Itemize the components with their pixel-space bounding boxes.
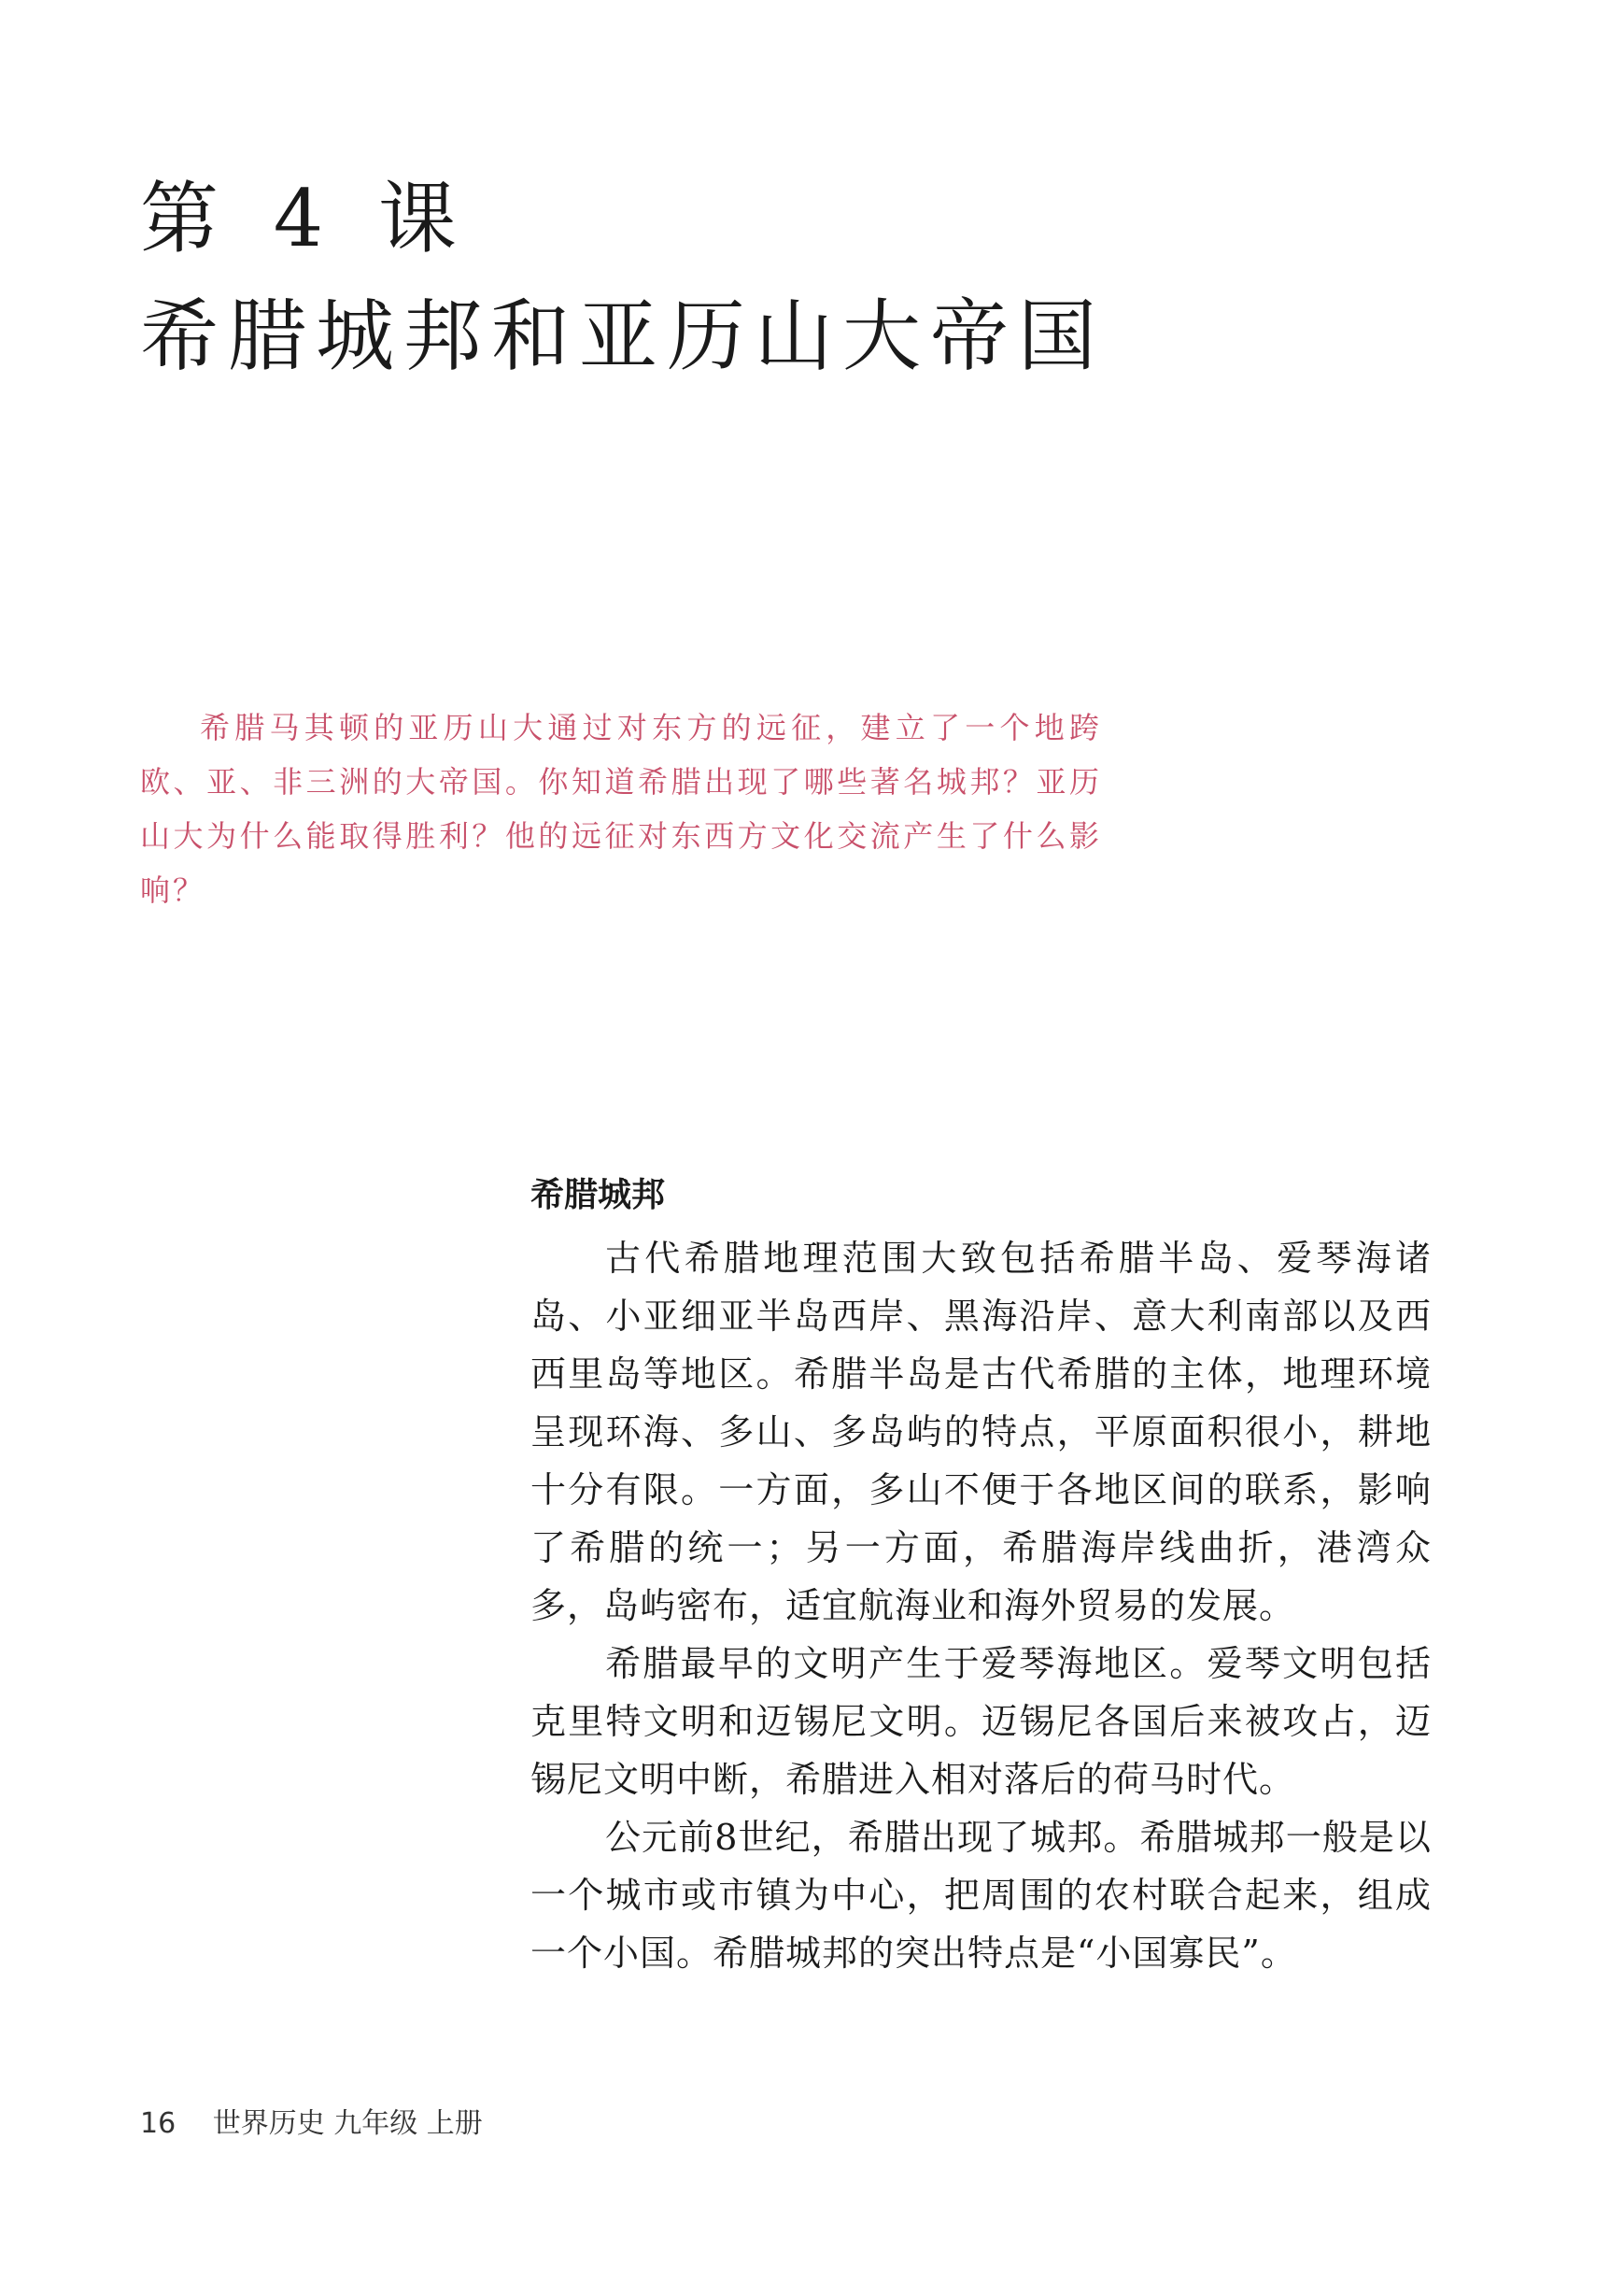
page-number: 16 xyxy=(140,2107,177,2140)
section-heading: 希腊城邦 xyxy=(530,1176,666,1214)
body-paragraph-3: 公元前8世纪，希腊出现了城邦。希腊城邦一般是以一个城市或市镇为中心，把周围的农村联合起来，组成一个小国。希腊城邦的突出特点是“小国寡民”。 xyxy=(530,1817,1432,1974)
intro-text: 希腊马其顿的亚历山大通过对东方的远征，建立了一个地跨欧、亚、非三洲的大帝国。你知道希腊出现了哪些著名城邦？亚历山大为什么能取得胜利？他的远征对东西方文化交流产生了什么影响？ xyxy=(140,710,1102,908)
body-paragraph-1: 古代希腊地理范围大致包括希腊半岛、爱琴海诸岛、小亚细亚半岛西岸、黑海沿岸、意大利南部以及西西里岛等地区。希腊半岛是古代希腊的主体，地理环境呈现环海、多山、多岛屿的特点，平原面积很小，耕地十分有限。一方面，多山不便于各地区间的联系，影响了希腊的统一；另一方面，希腊海岸线曲折，港湾众多，岛屿密布，适宜航海业和海外贸易的发展。 xyxy=(530,1238,1432,1626)
body-paragraph-2: 希腊最早的文明产生于爱琴海地区。爱琴文明包括克里特文明和迈锡尼文明。迈锡尼各国后来被攻占，迈锡尼文明中断，希腊进入相对落后的荷马时代。 xyxy=(530,1643,1432,1800)
lesson-title xyxy=(140,166,1447,389)
lesson-name: 希腊城邦和亚历山大帝国 xyxy=(140,290,1107,382)
page-footer xyxy=(140,2104,483,2145)
section-greek-city-states xyxy=(530,1171,1432,1982)
lesson-number: 第 4 课 xyxy=(140,173,472,264)
book-title: 世界历史 九年级 上册 xyxy=(212,2107,483,2140)
